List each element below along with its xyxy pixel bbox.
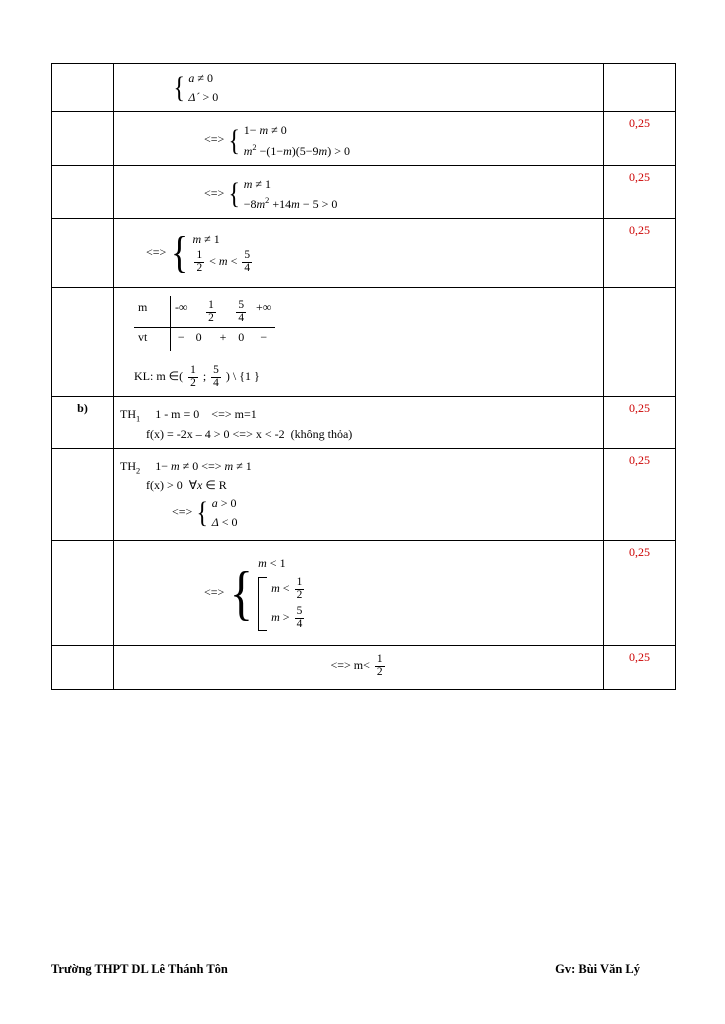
system-brace-group: [169, 228, 254, 278]
table-row: [52, 541, 676, 646]
fraction: $\frac{1}{2}$: [376, 653, 383, 679]
iff-symbol: <=>: [201, 458, 222, 473]
brace-icon: {: [173, 71, 185, 105]
conclusion-line: KL: m ∈( $\frac{1}{2}$ ; $\frac{5}{4}$ ) \ {1 }: [134, 364, 260, 390]
math-line: a > 0: [211, 495, 237, 510]
iff-symbol: <=>: [204, 132, 225, 147]
sign-chart-value: -∞: [175, 300, 188, 315]
row-content: [114, 64, 604, 112]
row-score: [604, 64, 676, 112]
math-line: m ≠ 1: [192, 232, 220, 247]
row-label: [52, 448, 114, 541]
case-note: (không thỏa): [290, 426, 353, 441]
system-brace-group: [227, 555, 306, 631]
table-row: [52, 646, 676, 690]
row-content: [114, 541, 604, 646]
row-label: [52, 64, 114, 112]
fraction: $\frac{1}{2}$: [196, 249, 203, 275]
fraction: $\frac{5}{4}$: [244, 249, 251, 275]
page-footer: [51, 962, 675, 977]
row-score: 0,25: [604, 165, 676, 218]
math-line: [118, 475, 599, 493]
math-line: Δ < 0: [211, 515, 238, 530]
math-line: 1− m ≠ 0: [243, 123, 287, 138]
sign-chart-value: [230, 296, 252, 327]
system-brace-group: [227, 176, 337, 212]
row-content: [114, 397, 604, 448]
table-row: [52, 112, 676, 165]
math-line: m ≠ 1: [243, 176, 271, 191]
system-brace-group: [172, 70, 218, 105]
row-score: 0,25: [604, 219, 676, 288]
function-expression: f(x) = -2x – 4 > 0: [146, 426, 230, 441]
conclusion-prefix: KL: m: [134, 369, 166, 384]
answer-table: [51, 63, 676, 690]
footer-teacher: Gv: Bùi Văn Lý: [555, 962, 640, 976]
case-label: TH: [120, 407, 136, 422]
iff-symbol: <=>: [146, 244, 167, 259]
forall-symbol: ∀: [188, 477, 197, 492]
in-symbol: ∈: [205, 477, 216, 492]
sign-chart-value: [192, 296, 231, 327]
disjunction-bracket-group: [258, 577, 306, 631]
row-content-sign-table: [114, 288, 604, 397]
row-label: [52, 219, 114, 288]
brace-icon: {: [228, 124, 241, 158]
system-brace-group: [195, 495, 237, 530]
sign-chart-row-m: [134, 296, 275, 327]
row-label: [52, 165, 114, 218]
row-label: [52, 646, 114, 690]
math-line: $\frac{1}{2}$ < m < $\frac{5}{4}$: [196, 249, 251, 275]
fraction: $\frac{1}{2}$: [208, 299, 214, 325]
fraction: $\frac{5}{4}$: [213, 364, 219, 390]
system-brace-group: [227, 122, 350, 158]
setminus-symbol: \: [232, 369, 237, 384]
excluded-set: {1 }: [239, 369, 260, 384]
set-R: R: [218, 477, 227, 492]
math-line: m > $\frac{5}{4}$: [271, 605, 303, 631]
row-content: [114, 112, 604, 165]
iff-symbol: <=>: [204, 585, 225, 600]
brace-icon: {: [228, 177, 241, 211]
sign-chart-row-vt: [134, 328, 275, 352]
row-content: [114, 448, 604, 541]
sign-chart-sign: 0 +: [192, 328, 231, 352]
row-score: 0,25: [604, 112, 676, 165]
case-label: TH: [120, 458, 136, 473]
case-condition: 1 - m = 0: [155, 407, 200, 422]
sign-chart-sign: −: [171, 328, 192, 352]
row-score: 0,25: [604, 397, 676, 448]
brace-icon: {: [196, 496, 209, 530]
row-content: [114, 165, 604, 218]
iff-symbol: <=>: [211, 407, 232, 422]
fraction: $\frac{1}{2}$: [190, 364, 196, 390]
fraction: $\frac{5}{4}$: [238, 299, 245, 325]
variable-x: x: [196, 477, 203, 492]
math-line: $m^2 -(1-m)(5-9m) > 0$: [243, 142, 350, 158]
math-line: a ≠ 0: [188, 71, 213, 85]
iff-symbol: <=>: [172, 504, 193, 519]
row-content: [114, 219, 604, 288]
brace-icon: {: [171, 228, 189, 278]
row-content: [114, 646, 604, 690]
table-row: [52, 219, 676, 288]
table-row: [52, 64, 676, 112]
sign-chart: [134, 296, 599, 351]
table-row: [52, 448, 676, 541]
function-expression: f(x) > 0: [146, 477, 183, 492]
math-line: [118, 424, 599, 442]
iff-symbol: <=>: [232, 426, 253, 441]
math-line: m < 1: [258, 556, 286, 571]
table-row: [52, 397, 676, 448]
row-score: 0,25: [604, 541, 676, 646]
table-row: [52, 288, 676, 397]
fraction: $\frac{1}{2}$: [296, 576, 303, 602]
row-label-b: b): [52, 397, 114, 448]
math-line: <=> m< $\frac{1}{2}$: [330, 653, 383, 679]
sign-chart-label-vt: vt: [134, 328, 171, 352]
table-row: [52, 165, 676, 218]
iff-symbol: <=>: [204, 185, 225, 200]
math-line: $-8m^2 +14m - 5 > 0$: [243, 195, 338, 211]
case-result: m=1: [234, 407, 257, 422]
row-score: 0,25: [604, 646, 676, 690]
sign-chart-sign: −: [252, 328, 275, 352]
square-bracket-icon: [258, 577, 267, 631]
iff-symbol: <=>: [330, 658, 351, 673]
math-line: $TH_2$ 1− m ≠ 0 <=> m ≠ 1: [120, 458, 252, 475]
sign-chart-label-m: m: [134, 296, 171, 327]
row-label: [52, 112, 114, 165]
brace-icon: {: [230, 560, 254, 627]
row-score: 0,25: [604, 448, 676, 541]
row-score: [604, 288, 676, 397]
row-label: [52, 288, 114, 397]
footer-school: Trường THPT DL Lê Thánh Tôn: [51, 962, 228, 976]
math-line: m < $\frac{1}{2}$: [271, 576, 303, 602]
case-label-subscript: 2: [136, 465, 141, 475]
row-label: [52, 541, 114, 646]
fraction: $\frac{5}{4}$: [296, 605, 303, 631]
sign-chart-value: +∞: [256, 300, 272, 315]
math-line: Δ´ > 0: [188, 90, 219, 105]
case-label-subscript: 1: [136, 414, 141, 424]
sign-chart-sign: 0: [230, 328, 252, 352]
solution-x: x < -2: [255, 426, 285, 441]
math-line: [118, 401, 599, 423]
